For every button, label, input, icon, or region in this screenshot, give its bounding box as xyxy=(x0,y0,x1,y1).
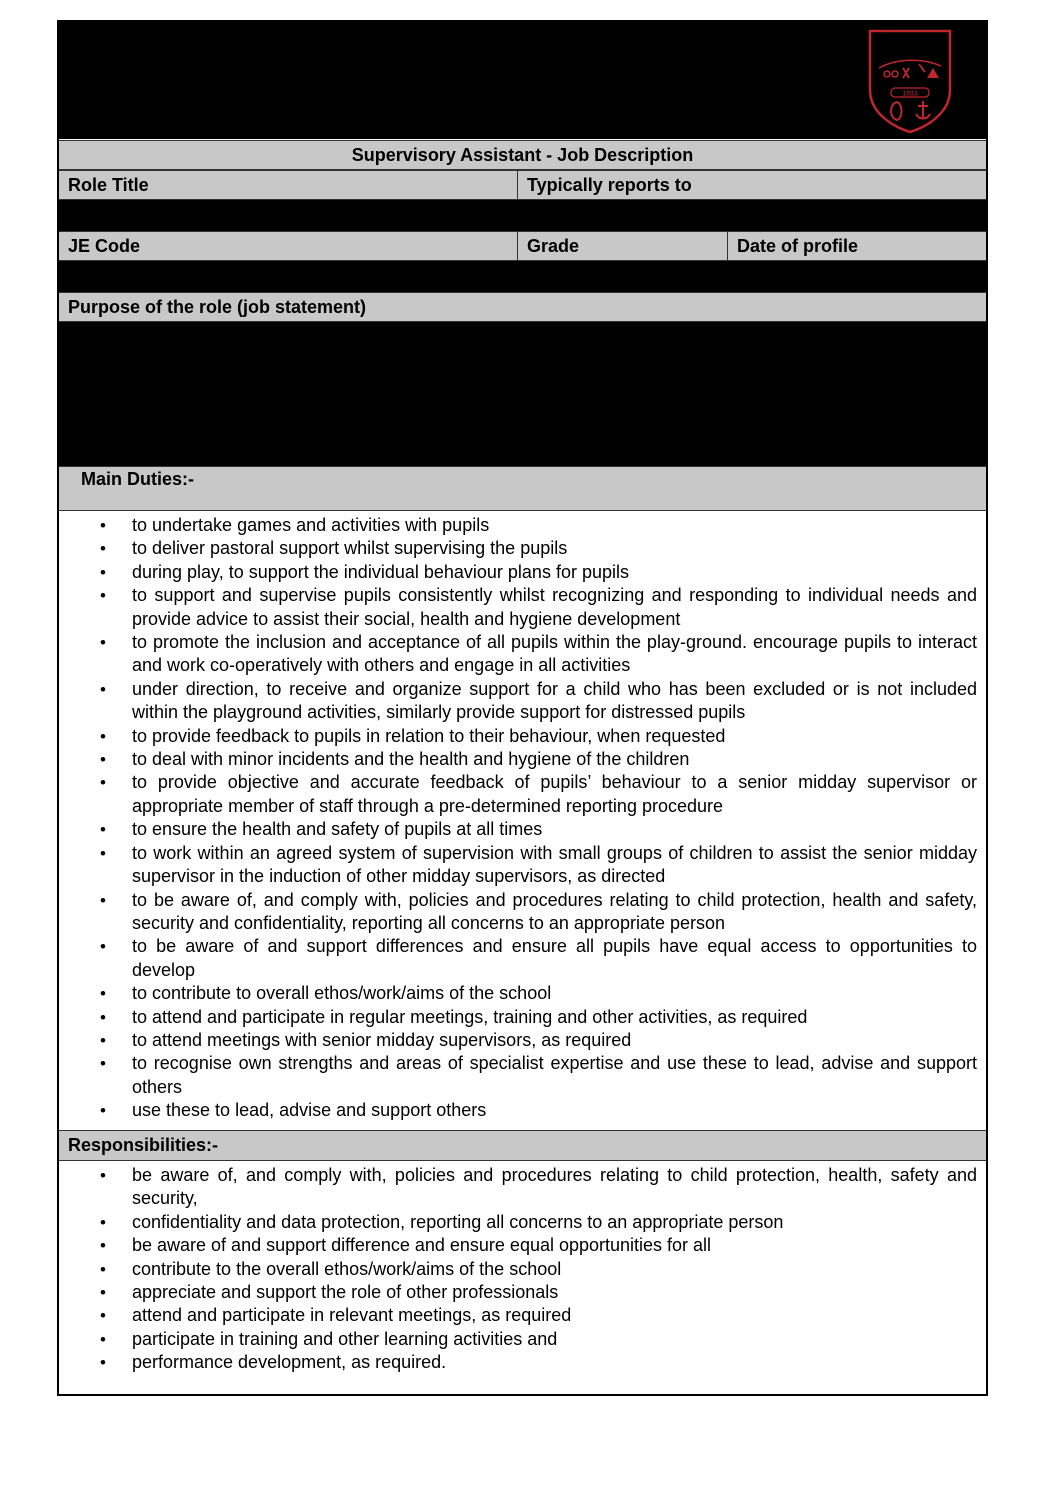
job-description-document xyxy=(57,20,988,1396)
redacted-row-role xyxy=(59,200,986,231)
list-item: • to promote the inclusion and acceptance of all pupils within the play-ground. encourage pupils to interact and work co-operatively with others and engage in all activities xyxy=(59,631,986,678)
list-item: • to ensure the health and safety of pupils at all times xyxy=(59,818,986,841)
list-item: • be aware of and support difference and ensure equal opportunities for all xyxy=(59,1234,986,1257)
redacted-row-codes xyxy=(59,261,986,292)
list-item: • appreciate and support the role of other professionals xyxy=(59,1281,986,1304)
list-item: • attend and participate in relevant meetings, as required xyxy=(59,1304,986,1327)
list-item: • to be aware of and support differences and ensure all pupils have equal access to opportunities to develop xyxy=(59,935,986,982)
list-item: • to recognise own strengths and areas of specialist expertise and use these to lead, advise and support others xyxy=(59,1052,986,1099)
je-code-label: JE Code xyxy=(59,231,517,261)
list-item: • to provide feedback to pupils in relation to their behaviour, when requested xyxy=(59,725,986,748)
purpose-label: Purpose of the role (job statement) xyxy=(59,292,986,322)
document-title: Supervisory Assistant - Job Description xyxy=(59,140,986,170)
crest-year: 1833 xyxy=(902,90,918,98)
list-item: • be aware of, and comply with, policies and procedures relating to child protection, health, safety and security, xyxy=(59,1164,986,1211)
grade-label: Grade xyxy=(517,231,727,261)
list-item: • under direction, to receive and organize support for a child who has been excluded or is not included within the playground activities, similarly provide support for distressed pupils xyxy=(59,678,986,725)
list-item: • confidentiality and data protection, reporting all concerns to an appropriate person xyxy=(59,1211,986,1234)
redacted-purpose xyxy=(59,322,986,466)
list-item: • to support and supervise pupils consistently whilst recognizing and responding to individual needs and provide advice to assist their social, health and hygiene development xyxy=(59,584,986,631)
list-item: • to be aware of, and comply with, policies and procedures relating to child protection, health and safety, security and confidentiality, reporting all concerns to an appropriate person xyxy=(59,889,986,936)
main-duties-list xyxy=(59,514,986,1123)
list-item: • performance development, as required. xyxy=(59,1351,986,1374)
list-item: • to attend and participate in regular meetings, training and other activities, as required xyxy=(59,1006,986,1029)
list-item: • to attend meetings with senior midday supervisors, as required xyxy=(59,1029,986,1052)
list-item: • to deliver pastoral support whilst supervising the pupils xyxy=(59,537,986,560)
list-item: • contribute to the overall ethos/work/aims of the school xyxy=(59,1258,986,1281)
role-title-label: Role Title xyxy=(59,170,517,200)
list-item: • to contribute to overall ethos/work/aims of the school xyxy=(59,982,986,1005)
list-item: • use these to lead, advise and support others xyxy=(59,1099,986,1122)
responsibilities-list xyxy=(59,1164,986,1375)
redacted-banner xyxy=(59,22,986,139)
list-item: • to provide objective and accurate feedback of pupils’ behaviour to a senior midday supervisor or appropriate member of staff through a pre-determined reporting procedure xyxy=(59,771,986,818)
main-duties-heading: Main Duties:- xyxy=(59,466,986,511)
list-item: • to undertake games and activities with pupils xyxy=(59,514,986,537)
list-item: • participate in training and other learning activities and xyxy=(59,1328,986,1351)
list-item: • to work within an agreed system of supervision with small groups of children to assist the senior midday supervisor in the induction of other midday supervisors, as directed xyxy=(59,842,986,889)
date-of-profile-label: Date of profile xyxy=(727,231,986,261)
list-item: • during play, to support the individual behaviour plans for pupils xyxy=(59,561,986,584)
school-crest-logo xyxy=(867,28,953,134)
reports-to-label: Typically reports to xyxy=(517,170,986,200)
responsibilities-heading: Responsibilities:- xyxy=(59,1130,986,1161)
list-item: • to deal with minor incidents and the health and hygiene of the children xyxy=(59,748,986,771)
